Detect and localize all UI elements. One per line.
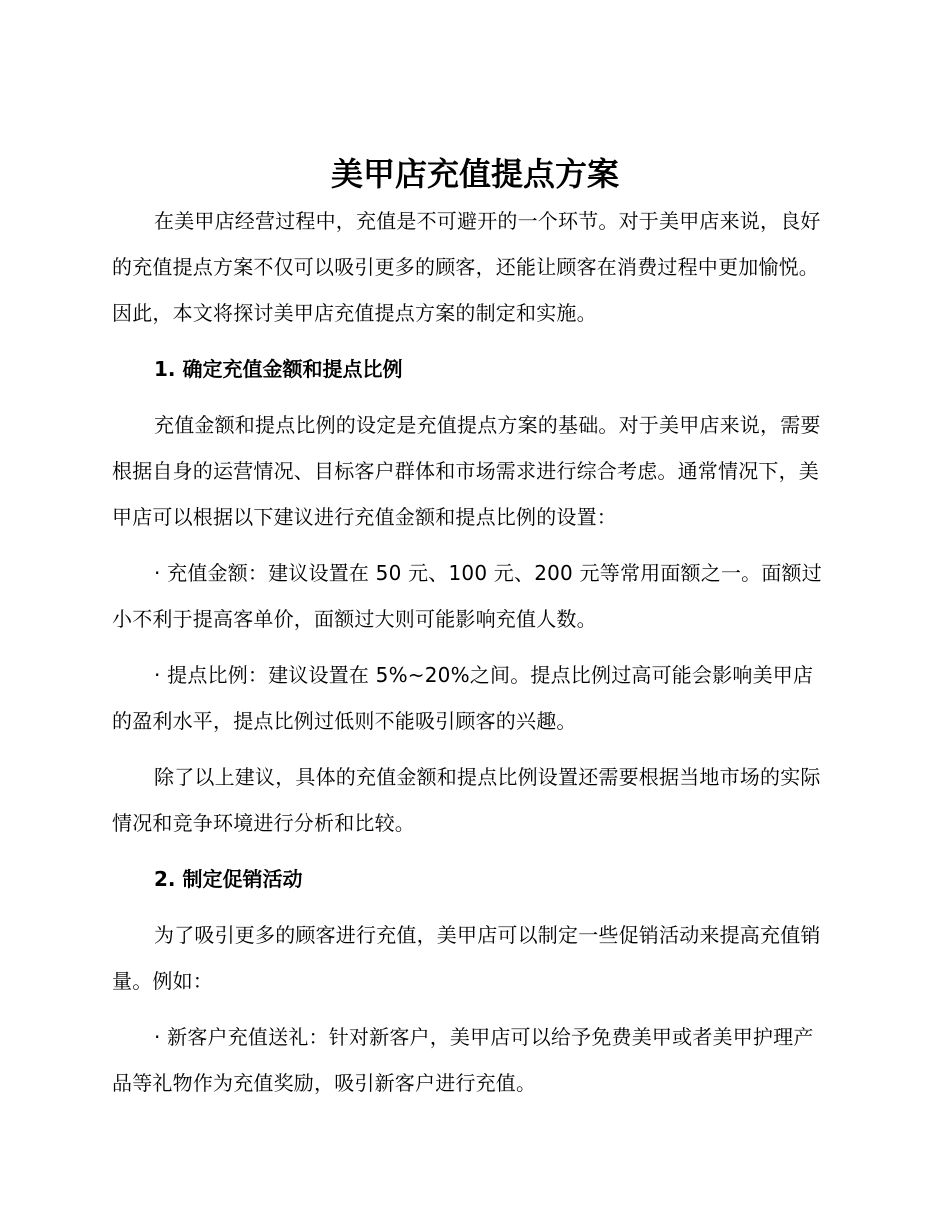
section-1-bullet-2: · 提点比例：建议设置在 5%~20%之间。提点比例过高可能会影响美甲店的盈利水平，提点比例过低则不能吸引顾客的兴趣。: [112, 663, 814, 733]
section-2-bullet-1: · 新客户充值送礼：针对新客户，美甲店可以给予免费美甲或者美甲护理产品等礼物作为充值奖励，吸引新客户进行充值。: [112, 1025, 814, 1095]
section-2-heading: 2. 制定促销活动: [154, 867, 303, 891]
section-1-paragraph-1: 充值金额和提点比例的设定是充值提点方案的基础。对于美甲店来说，需要根据自身的运营情况、目标客户群体和市场需求进行综合考虑。通常情况下，美甲店可以根据以下建议进行充值金额和提点比例的设置：: [112, 413, 821, 529]
section-1-paragraph-2: 除了以上建议，具体的充值金额和提点比例设置还需要根据当地市场的实际情况和竞争环境进行分析和比较。: [112, 765, 821, 835]
section-1-bullet-1: · 充值金额：建议设置在 50 元、100 元、200 元等常用面额之一。面额过小不利于提高客单价，面额过大则可能影响充值人数。: [112, 561, 822, 631]
section-1-heading: 1. 确定充值金额和提点比例: [154, 357, 403, 381]
section-2-paragraph-1: 为了吸引更多的顾客进行充值，美甲店可以制定一些促销活动来提高充值销量。例如：: [112, 923, 821, 993]
document-title: 美甲店充值提点方案: [330, 155, 619, 193]
intro-paragraph: 在美甲店经营过程中，充值是不可避开的一个环节。对于美甲店来说，良好的充值提点方案不仅可以吸引更多的顾客，还能让顾客在消费过程中更加愉悦。因此，本文将探讨美甲店充值提点方案的制定和实施。: [112, 209, 821, 325]
document-body: [112, 198, 832, 1116]
